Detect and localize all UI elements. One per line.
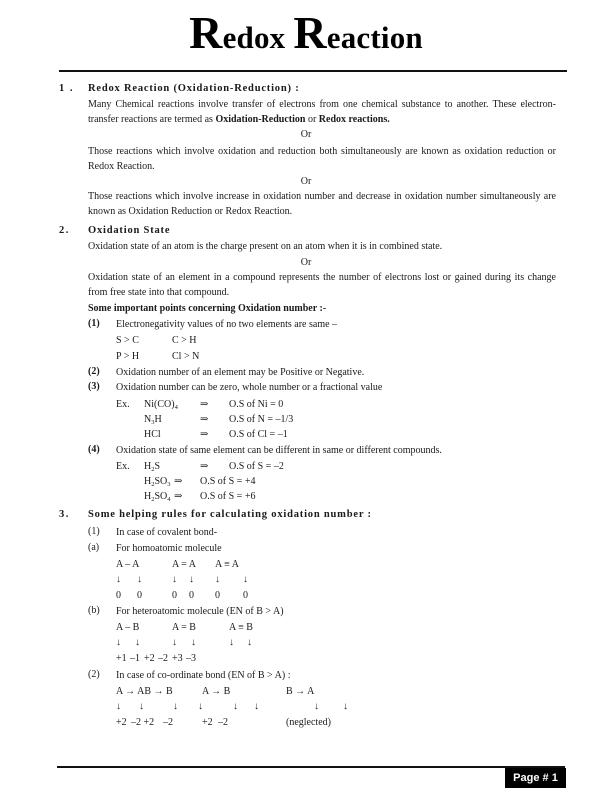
bond-triple: A ≡ A [215, 559, 239, 570]
bond-double: A = A [172, 559, 196, 570]
down-arrow-icon: ↓ [247, 637, 252, 648]
header-divider [59, 70, 567, 72]
rule-number: (1) [88, 526, 100, 537]
paragraph [88, 98, 556, 127]
rule-text: In case of covalent bond- [116, 527, 218, 538]
oxidation-value: +2 [202, 717, 213, 728]
oxidation-value: –2 [158, 653, 168, 664]
formula-text: SO [154, 476, 168, 487]
page-title [0, 6, 612, 59]
point-number: (1) [88, 318, 100, 329]
formula-subscript: 2 [151, 496, 155, 503]
oxidation-value: +3 [172, 653, 183, 664]
formula-subscript: 4 [167, 496, 171, 503]
formula-text: S [154, 461, 161, 472]
formula-subscript: 2 [151, 466, 155, 473]
oxidation-value: –1 [130, 653, 140, 664]
oxidation-value: –2 [163, 717, 173, 728]
point-text: Oxidation number of an element may be Positive or Negative. [116, 367, 365, 378]
implies-arrow: ⇒ [200, 429, 209, 440]
oxidation-result: O.S of S = +4 [200, 476, 256, 487]
section-heading: Some helping rules for calculating oxidation number : [88, 509, 372, 520]
implies-arrow: ⇒ [174, 491, 183, 502]
formula-text: H [144, 491, 152, 502]
formula [144, 413, 162, 426]
oxidation-result: O.S of S = –2 [229, 461, 284, 472]
title-word-2: eaction [326, 20, 423, 55]
implies-arrow: ⇒ [200, 399, 209, 410]
paragraph: Oxidation state of an element in a compound represents the number of electrons lost or gained during its change from free state into that compound. [88, 272, 556, 298]
oxidation-result: O.S of N = –1/3 [229, 414, 294, 425]
down-arrow-icon: ↓ [215, 574, 220, 585]
down-arrow-icon: ↓ [172, 637, 177, 648]
oxidation-value: 0 [172, 590, 177, 601]
section-heading: Redox Reaction (Oxidation-Reduction) : [88, 83, 300, 94]
oxidation-value: 0 [137, 590, 142, 601]
title-initial: R [293, 7, 327, 58]
oxidation-result: O.S of S = +6 [200, 491, 256, 502]
formula [144, 475, 171, 488]
footer-divider [57, 766, 565, 768]
oxidation-value: –3 [186, 653, 196, 664]
point-text: Oxidation number can be zero, whole number or a fractional value [116, 382, 383, 393]
formula-text: Ni(CO) [144, 399, 175, 410]
down-arrow-icon: ↓ [229, 637, 234, 648]
title-word-1: edox [222, 20, 286, 55]
formula-text: N [144, 414, 152, 425]
oxidation-value: 0 [215, 590, 220, 601]
example-label: Ex. [116, 461, 130, 472]
oxidation-value: –2 +2 [131, 717, 155, 728]
implies-arrow: ⇒ [200, 461, 209, 472]
formula-text: H [144, 476, 152, 487]
section-number: 2. [59, 225, 70, 236]
example-label: Ex. [116, 399, 130, 410]
en-comparison: S > C [116, 335, 139, 346]
down-arrow-icon: ↓ [343, 701, 348, 712]
down-arrow-icon: ↓ [198, 701, 203, 712]
coordinate-bond: A → AB → B [116, 686, 173, 697]
neglected-note: (neglected) [286, 717, 331, 728]
down-arrow-icon: ↓ [173, 701, 178, 712]
bond-single: A – B [116, 622, 140, 633]
paragraph-text: Many Chemical reactions involve transfer of electrons from one chemical substance to another. These electron-transfer reactions are termed as [88, 99, 556, 125]
point-number: (2) [88, 366, 100, 377]
formula [144, 398, 178, 411]
en-comparison: C > H [172, 335, 197, 346]
down-arrow-icon: ↓ [191, 637, 196, 648]
section-number: 3. [59, 509, 70, 520]
formula-subscript: 4 [174, 404, 178, 411]
formula-subscript: 3 [167, 481, 171, 488]
or-separator: Or [300, 176, 312, 187]
oxidation-value: +2 [116, 717, 127, 728]
point-number: (3) [88, 381, 100, 392]
bold-term: Oxidation-Reduction [215, 113, 306, 125]
oxidation-value: +1 [116, 653, 127, 664]
en-comparison: P > H [116, 351, 140, 362]
en-comparison: Cl > N [172, 351, 200, 362]
oxidation-value: 0 [116, 590, 121, 601]
down-arrow-icon: ↓ [135, 637, 140, 648]
rule-text: In case of co-ordinate bond (EN of B > A) : [116, 670, 291, 681]
down-arrow-icon: ↓ [139, 701, 144, 712]
coordinate-bond: A → B [202, 686, 231, 697]
bold-term: Redox reactions. [318, 113, 390, 125]
formula-text: H [144, 461, 152, 472]
down-arrow-icon: ↓ [137, 574, 142, 585]
down-arrow-icon: ↓ [243, 574, 248, 585]
oxidation-value: 0 [189, 590, 194, 601]
down-arrow-icon: ↓ [189, 574, 194, 585]
bond-triple: A ≡ B [229, 622, 253, 633]
formula [144, 490, 171, 503]
down-arrow-icon: ↓ [172, 574, 177, 585]
formula: HCl [144, 429, 161, 440]
rule-number: (2) [88, 669, 100, 680]
oxidation-result: O.S of Cl = –1 [229, 429, 288, 440]
formula-subscript: 3 [151, 419, 155, 426]
subheading: Some important points concerning Oxidation number :- [88, 303, 327, 314]
or-separator: Or [300, 257, 312, 268]
section-number: 1 . [59, 83, 74, 94]
page-number-badge: Page # 1 [505, 768, 566, 788]
section-heading: Oxidation State [88, 225, 171, 236]
oxidation-value: 0 [243, 590, 248, 601]
paragraph: Those reactions which involve oxidation and reduction both simultaneously are known as oxidation reduction or Redox Reaction. [88, 146, 556, 172]
formula [144, 460, 160, 473]
down-arrow-icon: ↓ [116, 574, 121, 585]
paragraph: Those reactions which involve increase in oxidation number and decrease in oxidation number simultaneously are known as Oxidation Reduction or Redox Reaction. [88, 191, 556, 217]
point-number: (4) [88, 444, 100, 455]
oxidation-result: O.S of Ni = 0 [229, 399, 284, 410]
bond-double: A = B [172, 622, 196, 633]
coordinate-bond: B → A [286, 686, 315, 697]
formula-text: SO [154, 491, 168, 502]
implies-arrow: ⇒ [174, 476, 183, 487]
oxidation-value: +2 [144, 653, 155, 664]
rule-text: For homoatomic molecule [116, 543, 222, 554]
formula-subscript: 2 [151, 481, 155, 488]
down-arrow-icon: ↓ [254, 701, 259, 712]
down-arrow-icon: ↓ [116, 701, 121, 712]
formula-text: H [154, 414, 162, 425]
bond-single: A – A [116, 559, 140, 570]
rule-text: For heteroatomic molecule (EN of B > A) [116, 606, 284, 617]
or-separator: Or [300, 129, 312, 140]
implies-arrow: ⇒ [200, 414, 209, 425]
oxidation-value: –2 [218, 717, 228, 728]
down-arrow-icon: ↓ [233, 701, 238, 712]
title-initial: R [189, 7, 223, 58]
rule-number: (b) [88, 605, 100, 616]
down-arrow-icon: ↓ [116, 637, 121, 648]
paragraph-text: or [305, 113, 319, 125]
point-text: Oxidation state of same element can be different in same or different compounds. [116, 445, 442, 456]
point-text: Electronegativity values of no two elements are same – [116, 319, 338, 330]
down-arrow-icon: ↓ [314, 701, 319, 712]
paragraph: Oxidation state of an atom is the charge present on an atom when it is in combined state. [88, 241, 443, 252]
rule-number: (a) [88, 542, 100, 553]
